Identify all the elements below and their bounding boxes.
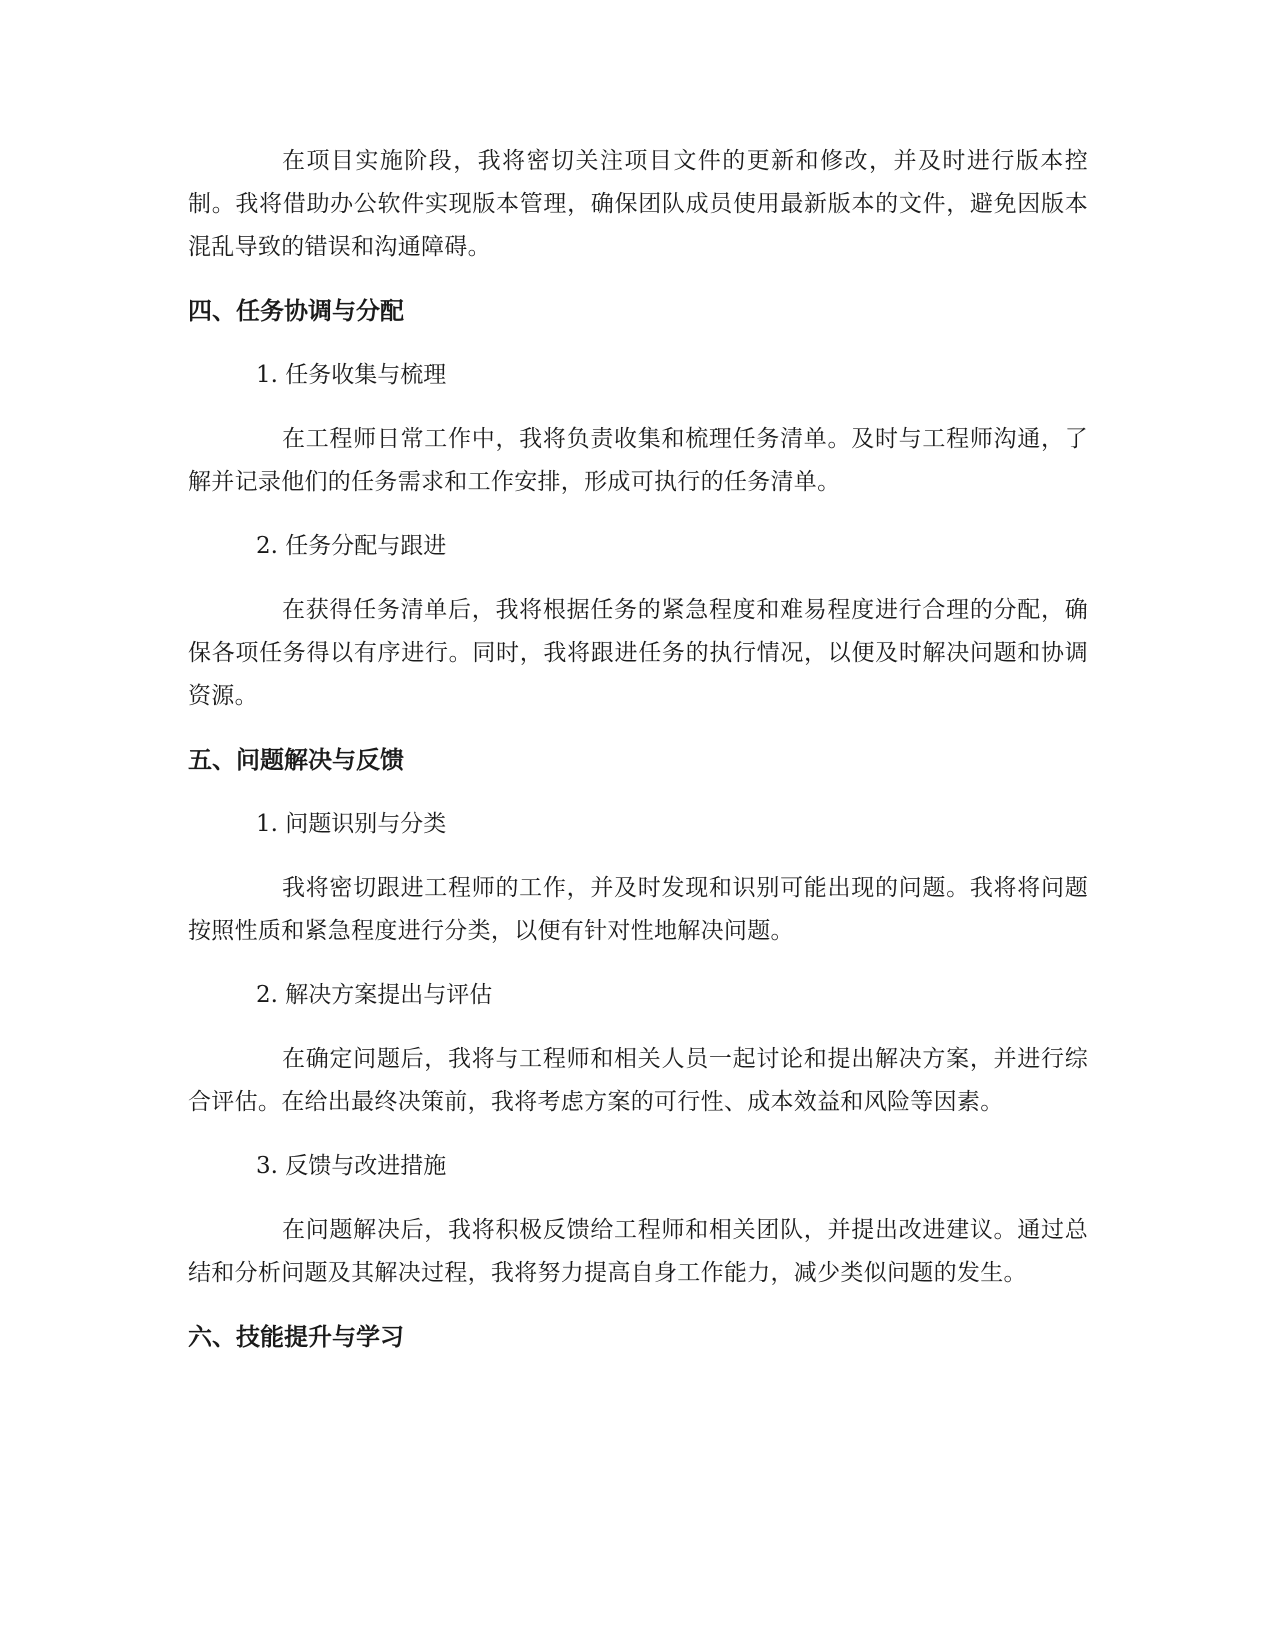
subheading-problem-identification: 1. 问题识别与分类 (256, 811, 447, 837)
subheading-task-assignment: 2. 任务分配与跟进 (256, 533, 447, 559)
paragraph-task-collection: 在工程师日常工作中，我将负责收集和梳理任务清单。及时与工程师沟通，了解并记录他们的任务需求和工作安排，形成可执行的任务清单。 (188, 426, 1088, 495)
section-heading-problem-solving: 五、问题解决与反馈 (188, 746, 404, 774)
subheading-task-collection: 1. 任务收集与梳理 (256, 362, 447, 388)
subheading-solution-proposal: 2. 解决方案提出与评估 (256, 982, 493, 1008)
section-heading-task-coordination: 四、任务协调与分配 (188, 297, 404, 325)
paragraph-solution-proposal: 在确定问题后，我将与工程师和相关人员一起讨论和提出解决方案，并进行综合评估。在给出最终决策前，我将考虑方案的可行性、成本效益和风险等因素。 (188, 1046, 1088, 1115)
paragraph-problem-identification: 我将密切跟进工程师的工作，并及时发现和识别可能出现的问题。我将将问题按照性质和紧急程度进行分类，以便有针对性地解决问题。 (188, 875, 1088, 944)
document-page (188, 140, 1088, 1380)
section-heading-skill-improvement: 六、技能提升与学习 (188, 1323, 404, 1351)
paragraph-task-assignment: 在获得任务清单后，我将根据任务的紧急程度和难易程度进行合理的分配，确保各项任务得以有序进行。同时，我将跟进任务的执行情况，以便及时解决问题和协调资源。 (188, 597, 1088, 709)
paragraph-feedback-improvement: 在问题解决后，我将积极反馈给工程师和相关团队，并提出改进建议。通过总结和分析问题及其解决过程，我将努力提高自身工作能力，减少类似问题的发生。 (188, 1217, 1088, 1286)
paragraph-version-control: 在项目实施阶段，我将密切关注项目文件的更新和修改，并及时进行版本控制。我将借助办公软件实现版本管理，确保团队成员使用最新版本的文件，避免因版本混乱导致的错误和沟通障碍。 (188, 148, 1088, 260)
subheading-feedback-improvement: 3. 反馈与改进措施 (256, 1153, 447, 1179)
